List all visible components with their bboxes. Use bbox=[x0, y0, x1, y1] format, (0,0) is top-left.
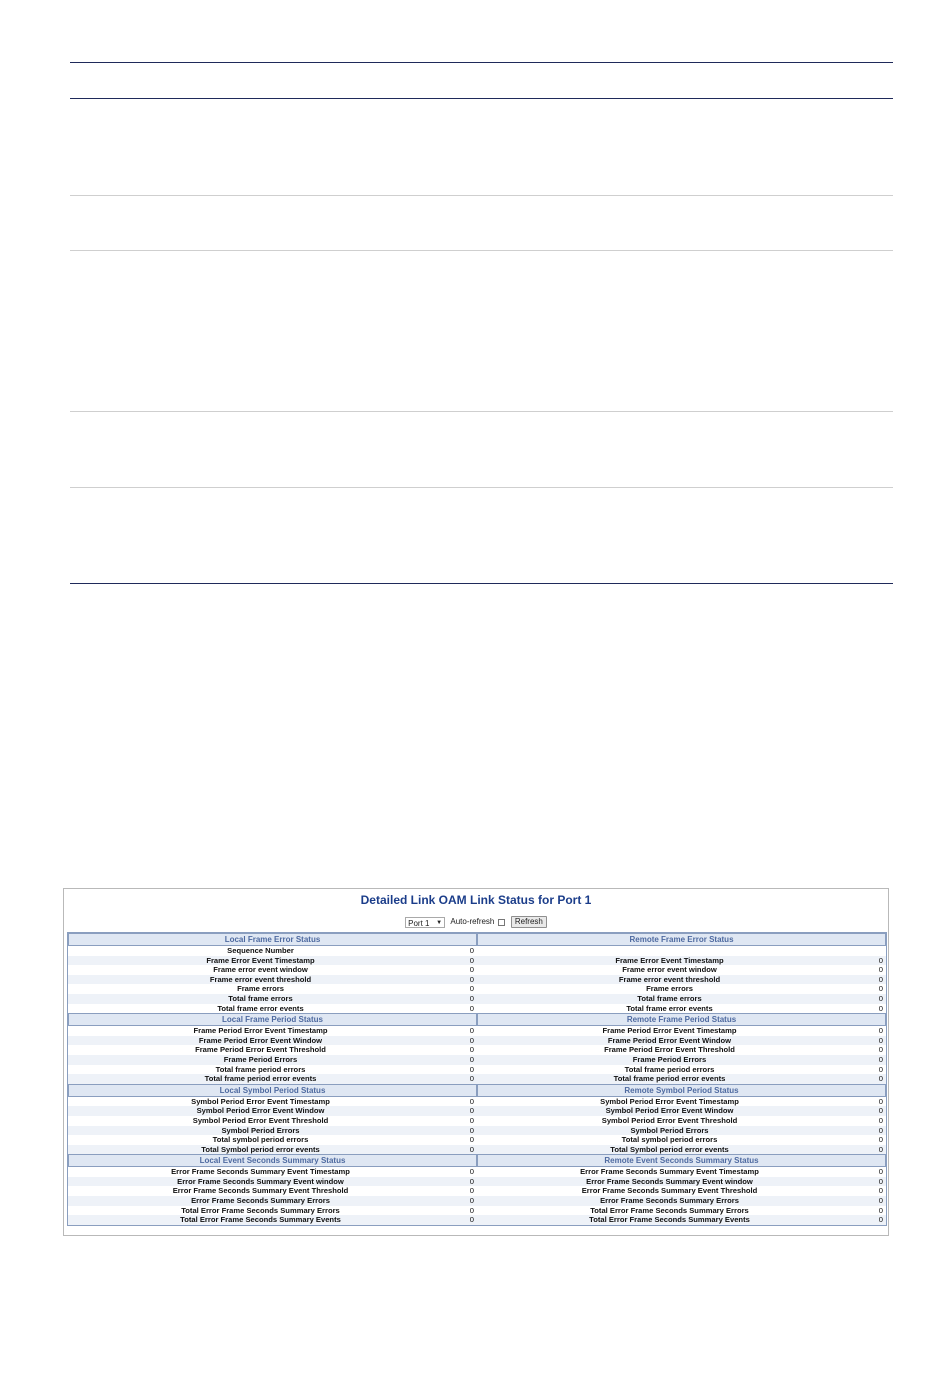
remote-metric-value: 0 bbox=[878, 1003, 883, 1013]
panel-title: Detailed Link OAM Link Status for Port 1 bbox=[360, 893, 592, 907]
remote-metric-value: 0 bbox=[878, 1135, 883, 1145]
table-row bbox=[68, 1116, 886, 1126]
remote-metric-label: Frame Error Event Timestamp bbox=[615, 955, 724, 965]
table-row bbox=[68, 1074, 886, 1084]
local-section-title: Local Frame Period Status bbox=[68, 1013, 477, 1026]
remote-cell-group bbox=[477, 1106, 886, 1116]
remote-metric-value: 0 bbox=[878, 1125, 883, 1135]
table-row bbox=[68, 1126, 886, 1136]
remote-cell-group bbox=[477, 1055, 886, 1065]
local-cell-group bbox=[68, 984, 477, 994]
local-metric-value: 0 bbox=[469, 1167, 474, 1177]
remote-metric-value: 0 bbox=[878, 1144, 883, 1154]
remote-metric-label: Error Frame Seconds Summary Event window bbox=[586, 1176, 753, 1186]
auto-refresh-label: Auto-refresh bbox=[450, 917, 495, 926]
local-section-title: Local Frame Error Status bbox=[68, 933, 477, 946]
remote-metric-value: 0 bbox=[878, 1035, 883, 1045]
table-row bbox=[68, 956, 886, 966]
doc-table-row-divider bbox=[70, 487, 893, 488]
local-metric-value: 0 bbox=[469, 1115, 474, 1125]
local-metric-value: 0 bbox=[469, 946, 474, 955]
local-metric-label: Frame Period Error Event Window bbox=[198, 1035, 323, 1045]
doc-table-header-rule bbox=[70, 98, 893, 99]
remote-cell-group bbox=[477, 1026, 886, 1036]
remote-metric-label: Symbol Period Errors bbox=[630, 1125, 709, 1135]
remote-metric-label: Symbol Period Error Event Window bbox=[605, 1106, 734, 1116]
local-cell-group bbox=[68, 965, 477, 975]
remote-metric-label: Frame Period Error Event Threshold bbox=[604, 1045, 735, 1055]
local-metric-label: Total frame period error events bbox=[204, 1074, 317, 1084]
remote-metric-value: 0 bbox=[878, 1196, 883, 1206]
remote-section-title: Remote Frame Error Status bbox=[477, 933, 886, 946]
remote-metric-label: Total symbol period errors bbox=[621, 1135, 718, 1145]
remote-metric-value: 0 bbox=[878, 1026, 883, 1036]
local-cell-group bbox=[68, 956, 477, 966]
table-row bbox=[68, 1167, 886, 1177]
remote-metric-label: Symbol Period Error Event Threshold bbox=[601, 1115, 738, 1125]
remote-metric-value: 0 bbox=[878, 1115, 883, 1125]
remote-metric-value: 0 bbox=[878, 1045, 883, 1055]
local-metric-label: Frame errors bbox=[237, 984, 284, 994]
table-row bbox=[68, 1206, 886, 1216]
local-cell-group bbox=[68, 1036, 477, 1046]
local-metric-label: Frame Period Error Event Threshold bbox=[195, 1045, 326, 1055]
remote-metric-value: 0 bbox=[878, 1064, 883, 1074]
remote-cell-group bbox=[477, 1074, 886, 1084]
local-metric-value: 0 bbox=[469, 1125, 474, 1135]
table-row bbox=[68, 1186, 886, 1196]
local-metric-value: 0 bbox=[469, 1106, 474, 1116]
chevron-down-icon: ▼ bbox=[436, 919, 443, 926]
table-row bbox=[68, 994, 886, 1004]
local-metric-label: Frame error event window bbox=[213, 965, 308, 975]
local-metric-label: Symbol Period Errors bbox=[221, 1125, 300, 1135]
table-row bbox=[68, 1065, 886, 1075]
remote-metric-label: Error Frame Seconds Summary Event Timestamp bbox=[580, 1167, 759, 1177]
local-metric-label: Symbol Period Error Event Threshold bbox=[192, 1115, 329, 1125]
local-cell-group bbox=[68, 1116, 477, 1126]
local-metric-value: 0 bbox=[469, 1064, 474, 1074]
table-row bbox=[68, 1196, 886, 1206]
local-cell-group bbox=[68, 1026, 477, 1036]
remote-cell-group bbox=[477, 1097, 886, 1107]
local-metric-label: Symbol Period Error Event Timestamp bbox=[191, 1096, 330, 1106]
local-metric-value: 0 bbox=[469, 955, 474, 965]
remote-metric-value: 0 bbox=[878, 1096, 883, 1106]
remote-metric-label: Symbol Period Error Event Timestamp bbox=[600, 1096, 739, 1106]
remote-cell-group bbox=[477, 965, 886, 975]
local-metric-label: Total Symbol period error events bbox=[201, 1144, 320, 1154]
remote-section-title: Remote Event Seconds Summary Status bbox=[477, 1154, 886, 1167]
local-cell-group bbox=[68, 1177, 477, 1187]
local-cell-group bbox=[68, 975, 477, 985]
local-cell-group bbox=[68, 1167, 477, 1177]
remote-cell-group bbox=[477, 1045, 886, 1055]
local-metric-value: 0 bbox=[469, 1054, 474, 1064]
local-metric-value: 0 bbox=[469, 965, 474, 975]
remote-cell-group bbox=[477, 1167, 886, 1177]
remote-cell-group bbox=[477, 1177, 886, 1187]
remote-metric-label: Total Error Frame Seconds Summary Events bbox=[589, 1215, 750, 1225]
table-row bbox=[68, 1045, 886, 1055]
remote-cell-group bbox=[477, 994, 886, 1004]
local-metric-value: 0 bbox=[469, 1205, 474, 1215]
local-cell-group bbox=[68, 994, 477, 1004]
table-row bbox=[68, 1215, 886, 1225]
port-select-value: Port 1 bbox=[408, 918, 430, 928]
remote-metric-value: 0 bbox=[878, 984, 883, 994]
local-metric-label: Error Frame Seconds Summary Errors bbox=[191, 1196, 330, 1206]
local-metric-value: 0 bbox=[469, 1135, 474, 1145]
local-cell-group bbox=[68, 1106, 477, 1116]
remote-metric-label: Total frame period errors bbox=[624, 1064, 715, 1074]
auto-refresh-checkbox[interactable] bbox=[498, 919, 505, 926]
remote-cell-group bbox=[477, 1036, 886, 1046]
local-metric-label: Frame Error Event Timestamp bbox=[206, 955, 315, 965]
remote-metric-value bbox=[862, 946, 883, 956]
remote-cell-group bbox=[477, 1065, 886, 1075]
local-cell-group bbox=[68, 1126, 477, 1136]
remote-cell-group bbox=[477, 1186, 886, 1196]
table-row bbox=[68, 1135, 886, 1145]
remote-metric-label: Frame Period Error Event Timestamp bbox=[602, 1026, 737, 1036]
table-row bbox=[68, 1145, 886, 1155]
local-metric-label: Total Error Frame Seconds Summary Errors bbox=[181, 1205, 340, 1215]
doc-table-row-divider bbox=[70, 411, 893, 412]
remote-cell-group bbox=[477, 956, 886, 966]
status-table bbox=[67, 932, 887, 1226]
remote-metric-value: 0 bbox=[878, 1215, 883, 1225]
remote-cell-group bbox=[477, 1206, 886, 1216]
local-metric-value: 0 bbox=[469, 1003, 474, 1013]
local-metric-label: Error Frame Seconds Summary Event Timestamp bbox=[171, 1167, 350, 1177]
local-metric-label: Frame error event threshold bbox=[209, 974, 312, 984]
local-metric-value: 0 bbox=[469, 993, 474, 1003]
remote-metric-value: 0 bbox=[878, 965, 883, 975]
remote-metric-label: Frame error event threshold bbox=[618, 974, 721, 984]
local-metric-label: Sequence Number bbox=[227, 946, 294, 955]
remote-cell-group bbox=[477, 984, 886, 994]
section-header bbox=[68, 1154, 886, 1167]
remote-metric-value: 0 bbox=[878, 993, 883, 1003]
local-cell-group bbox=[68, 1215, 477, 1225]
table-row bbox=[68, 965, 886, 975]
table-row bbox=[68, 1055, 886, 1065]
local-section-title: Local Event Seconds Summary Status bbox=[68, 1154, 477, 1167]
local-cell-group bbox=[68, 1004, 477, 1014]
remote-metric-label: Frame Period Errors bbox=[632, 1054, 707, 1064]
local-cell-group bbox=[68, 946, 477, 956]
local-metric-value: 0 bbox=[469, 1176, 474, 1186]
remote-metric-label: Total frame error events bbox=[626, 1003, 713, 1013]
remote-cell-group bbox=[477, 1215, 886, 1225]
local-metric-value: 0 bbox=[469, 1186, 474, 1196]
local-metric-label: Error Frame Seconds Summary Event window bbox=[177, 1176, 344, 1186]
local-metric-value: 0 bbox=[469, 1196, 474, 1206]
section-header bbox=[68, 1013, 886, 1026]
local-metric-label: Frame Period Error Event Timestamp bbox=[193, 1026, 328, 1036]
local-metric-value: 0 bbox=[469, 1144, 474, 1154]
section-header bbox=[68, 933, 886, 946]
remote-metric-label: Total Symbol period error events bbox=[610, 1144, 729, 1154]
remote-metric-label: Error Frame Seconds Summary Event Threshold bbox=[581, 1186, 758, 1196]
table-row bbox=[68, 1097, 886, 1107]
local-cell-group bbox=[68, 1065, 477, 1075]
remote-cell-group bbox=[477, 1116, 886, 1126]
local-metric-label: Total frame error events bbox=[217, 1003, 304, 1013]
remote-section-title: Remote Frame Period Status bbox=[477, 1013, 886, 1026]
local-metric-label: Total frame period errors bbox=[215, 1064, 306, 1074]
local-cell-group bbox=[68, 1097, 477, 1107]
remote-metric-label: Total frame errors bbox=[637, 993, 702, 1003]
remote-metric-label: Frame errors bbox=[646, 984, 693, 994]
local-metric-label: Frame Period Errors bbox=[223, 1054, 298, 1064]
remote-metric-value: 0 bbox=[878, 974, 883, 984]
table-row bbox=[68, 1106, 886, 1116]
remote-metric-value: 0 bbox=[878, 955, 883, 965]
local-metric-value: 0 bbox=[469, 974, 474, 984]
table-row bbox=[68, 1026, 886, 1036]
local-metric-label: Total Error Frame Seconds Summary Events bbox=[180, 1215, 341, 1225]
table-row bbox=[68, 946, 886, 956]
section-header bbox=[68, 1084, 886, 1097]
remote-metric-value: 0 bbox=[878, 1106, 883, 1116]
remote-metric-value: 0 bbox=[878, 1167, 883, 1177]
remote-cell-group bbox=[477, 1135, 886, 1145]
remote-metric-value: 0 bbox=[878, 1054, 883, 1064]
local-metric-value: 0 bbox=[469, 984, 474, 994]
local-metric-value: 0 bbox=[469, 1026, 474, 1036]
remote-cell-group bbox=[477, 1196, 886, 1206]
remote-metric-value: 0 bbox=[878, 1074, 883, 1084]
table-row bbox=[68, 1004, 886, 1014]
port-select[interactable] bbox=[405, 917, 445, 928]
remote-metric-value: 0 bbox=[878, 1205, 883, 1215]
table-row bbox=[68, 1177, 886, 1187]
local-cell-group bbox=[68, 1074, 477, 1084]
local-metric-value: 0 bbox=[469, 1096, 474, 1106]
remote-metric-label: Frame Period Error Event Window bbox=[607, 1035, 732, 1045]
remote-metric-value: 0 bbox=[878, 1186, 883, 1196]
table-row bbox=[68, 984, 886, 994]
local-cell-group bbox=[68, 1045, 477, 1055]
local-metric-value: 0 bbox=[469, 1215, 474, 1225]
local-metric-label: Symbol Period Error Event Window bbox=[196, 1106, 325, 1116]
remote-metric-label bbox=[477, 946, 862, 956]
remote-metric-label: Frame error event window bbox=[622, 965, 717, 975]
local-metric-value: 0 bbox=[469, 1035, 474, 1045]
remote-cell-group bbox=[477, 975, 886, 985]
doc-table-row-divider bbox=[70, 195, 893, 196]
local-cell-group bbox=[68, 1206, 477, 1216]
link-oam-status-panel bbox=[63, 888, 889, 1236]
local-cell-group bbox=[68, 1135, 477, 1145]
local-metric-label: Total frame errors bbox=[228, 993, 293, 1003]
remote-metric-value: 0 bbox=[878, 1176, 883, 1186]
local-cell-group bbox=[68, 1145, 477, 1155]
remote-cell-group bbox=[477, 1126, 886, 1136]
doc-table-bottom-rule bbox=[70, 583, 893, 584]
table-row bbox=[68, 975, 886, 985]
refresh-button[interactable]: Refresh bbox=[511, 916, 547, 928]
table-row bbox=[68, 1036, 886, 1046]
local-cell-group bbox=[68, 1186, 477, 1196]
doc-table-row-divider bbox=[70, 250, 893, 251]
remote-cell-group bbox=[477, 1004, 886, 1014]
local-section-title: Local Symbol Period Status bbox=[68, 1084, 477, 1097]
remote-section-title: Remote Symbol Period Status bbox=[477, 1084, 886, 1097]
remote-cell-group bbox=[477, 946, 886, 956]
remote-metric-label: Total Error Frame Seconds Summary Errors bbox=[590, 1205, 749, 1215]
local-cell-group bbox=[68, 1055, 477, 1065]
remote-cell-group bbox=[477, 1145, 886, 1155]
local-metric-label: Total symbol period errors bbox=[212, 1135, 309, 1145]
remote-metric-label: Error Frame Seconds Summary Errors bbox=[600, 1196, 739, 1206]
remote-metric-label: Total frame period error events bbox=[613, 1074, 726, 1084]
local-cell-group bbox=[68, 1196, 477, 1206]
panel-controls bbox=[64, 915, 888, 929]
local-metric-value: 0 bbox=[469, 1045, 474, 1055]
local-metric-label: Error Frame Seconds Summary Event Threshold bbox=[172, 1186, 349, 1196]
doc-table-top-rule bbox=[70, 62, 893, 63]
local-metric-value: 0 bbox=[469, 1074, 474, 1084]
